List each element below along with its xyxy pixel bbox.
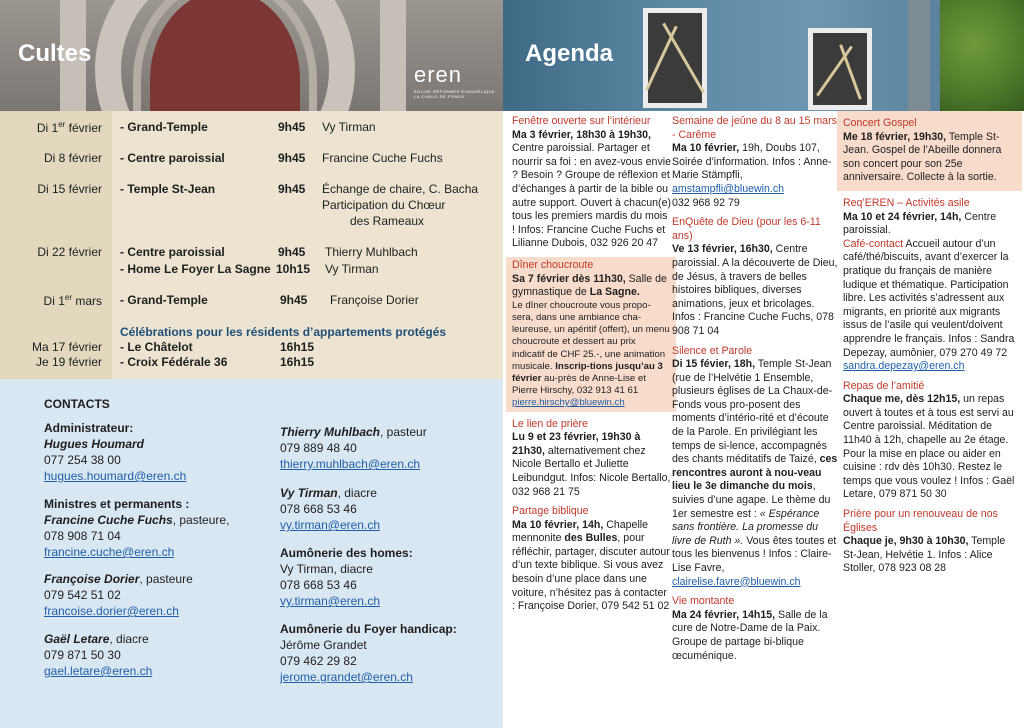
contact-phone: 077 254 38 00 bbox=[44, 453, 121, 467]
trees bbox=[940, 0, 1024, 111]
event-when: Ma 10 et 24 février, 14h, bbox=[843, 210, 962, 223]
contact-email-link[interactable]: gael.letare@eren.ch bbox=[44, 664, 153, 678]
culte-note: des Rameaux bbox=[350, 214, 425, 228]
culte-time: 9h45 bbox=[278, 245, 306, 259]
contact-phone: 079 462 29 82 bbox=[280, 654, 357, 668]
event-title: Repas de l’amitié bbox=[843, 379, 925, 392]
culte-officiant: Vy Tirman bbox=[322, 120, 376, 134]
event-title: EnQuête de Dieu (pour les 6-11 ans) bbox=[672, 216, 821, 242]
culte-date: Di 1er mars bbox=[43, 293, 102, 308]
event-title: Silence et Parole bbox=[672, 344, 753, 357]
eren-logo bbox=[414, 62, 503, 99]
event-title: Vie montante bbox=[672, 595, 735, 608]
contact-name: Francine Cuche Fuchs bbox=[44, 513, 173, 527]
contact-phone: 078 668 53 46 bbox=[280, 502, 357, 516]
event-when: Ma 10 février, 14h, bbox=[512, 518, 604, 531]
event-title: Req’EREN – Activités asile bbox=[843, 196, 970, 209]
resident-time: 16h15 bbox=[280, 340, 315, 354]
contact-label: Administrateur: bbox=[44, 421, 134, 435]
event-priere: Le lien de prière Lu 9 et 23 février, 19h30 à 21h30, alternativement chez Nicole Bertallo et Juliette Leibundgut. Infos: Nicole Bertallo, 032 968 21 75 bbox=[512, 417, 671, 498]
contact-phone: 078 668 53 46 bbox=[280, 578, 357, 592]
culte-officiant: Thierry Muhlbach bbox=[325, 245, 418, 259]
contact-email-link[interactable]: hugues.houmard@eren.ch bbox=[44, 469, 187, 483]
contact-muhlbach: Thierry Muhlbach, pasteur 079 889 48 40 thierry.muhlbach@eren.ch bbox=[280, 425, 427, 471]
contact-name: Hugues Houmard bbox=[44, 437, 145, 451]
resident-place: - Croix Fédérale 36 bbox=[120, 355, 228, 369]
contact-label: Ministres et permanents : bbox=[44, 497, 190, 511]
event-body: Le dîner choucroute vous propo-sera, dans une ambiance cha-leureuse, un apéritif (offert), un menu choucroute et dessert au prix indicatif de CHF 25.-, une animation musicale. Inscrip-tions jusqu’au 3 février au-près de Anne-Lise et Pierre Hirschy, 032 913 41 61 pierre.hirschy@bluewin.ch bbox=[512, 299, 670, 409]
contact-phone: 078 908 71 04 bbox=[44, 529, 121, 543]
logo-text: eren bbox=[414, 62, 463, 87]
contact-foyer bbox=[280, 621, 495, 685]
culte-date: Di 8 février bbox=[43, 151, 102, 165]
event-title: Le lien de prière bbox=[512, 417, 588, 430]
event-email-link[interactable]: sandra.depezay@eren.ch bbox=[843, 360, 965, 373]
contact-name: Jérôme Grandet bbox=[280, 638, 367, 652]
church-door bbox=[150, 0, 300, 111]
event-montante: Vie montante Ma 24 février, 14h15, Salle de la cure de Notre-Dame de la Paix. Groupe de partage bi-blique œcuménique. bbox=[672, 595, 838, 663]
sign-post bbox=[908, 0, 930, 111]
culte-time: 9h45 bbox=[278, 120, 306, 134]
resident-time: 16h15 bbox=[280, 355, 315, 369]
culte-place: - Grand-Temple bbox=[120, 120, 208, 134]
resident-place: - Le Châtelot bbox=[120, 340, 193, 354]
culte-time: 10h15 bbox=[276, 262, 311, 276]
cultes-header-photo bbox=[0, 0, 503, 111]
event-partage: Partage biblique Ma 10 février, 14h, Chapelle mennonite des Bulles, pour réfléchir, partager, discuter autour d’un texte biblique. Si vous avez besoin d’une place dans une voiture, n’hésitez pas à contacter : Françoise Dorier, 079 542 51 02 bbox=[512, 505, 672, 614]
event-title: Concert Gospel bbox=[843, 117, 917, 129]
event-when: Ma 24 février, 14h15, bbox=[672, 608, 776, 621]
contact-phone: 079 871 50 30 bbox=[44, 648, 121, 662]
event-when: Chaque je, 9h30 à 10h30, bbox=[843, 535, 969, 548]
contact-email-link[interactable]: jerome.grandet@eren.ch bbox=[280, 670, 413, 684]
event-fenetre bbox=[512, 115, 672, 251]
stained-window bbox=[808, 28, 872, 110]
event-when: Ve 13 février, 16h30, bbox=[672, 243, 773, 256]
event-email-link[interactable]: amstampfli@bluewin.ch bbox=[672, 182, 785, 195]
contact-letare: Gaël Letare, diacre 079 871 50 30 gael.letare@eren.ch bbox=[44, 632, 153, 678]
stained-window bbox=[643, 8, 707, 108]
event-when: Me 18 février, 19h30, bbox=[843, 130, 947, 143]
event-title: Fenêtre ouverte sur l’intérieur bbox=[512, 115, 651, 127]
contact-ministres: Ministres et permanents : Francine Cuche Fuchs, pasteure, 078 908 71 04 francine.cuche@eren.ch bbox=[44, 497, 230, 559]
event-email-link[interactable]: clairelise.favre@bluewin.ch bbox=[672, 575, 801, 588]
event-when: Chaque me, dès 12h15, bbox=[843, 393, 961, 406]
event-jeune: Semaine de jeûne du 8 au 15 mars - Carême Ma 10 février, 19h, Doubs 107, Soirée d’information. Infos : Anne-Marie Stämpfli, amstampfli@bluewin.ch 032 968 92 79 bbox=[672, 115, 837, 209]
contact-label: Aumônerie du Foyer handicap: bbox=[280, 622, 457, 636]
culte-time: 9h45 bbox=[280, 293, 308, 307]
event-gospel: Concert Gospel Me 18 février, 19h30, Temple St-Jean. Gospel de l’Abeille donnera son concert pour son 25e anniversaire. Collecte à la sortie. bbox=[837, 111, 1022, 191]
event-title: Prière pour un renouveau de nos Églises bbox=[843, 508, 998, 534]
event-when: Ma 3 février, 18h30 à 19h30, bbox=[512, 128, 651, 141]
event-amitie: Repas de l’amitié Chaque me, dès 12h15, un repas ouvert à toutes et à tous est servi au Centre paroissial. Méditation de 11h40 à 12h, chapelle au 2e étage. Pour la mise en place ou aider en cuisine : rdv dès 10h30. Restez le temps que vous voulez ! Infos : Gaël Letare, 079 871 50 30 bbox=[843, 380, 1018, 502]
culte-place: - Home Le Foyer La Sagne bbox=[120, 262, 271, 276]
culte-date: Di 15 février bbox=[37, 182, 102, 196]
contact-phone: 079 889 48 40 bbox=[280, 441, 357, 455]
culte-officiant: Françoise Dorier bbox=[330, 293, 419, 307]
culte-time: 9h45 bbox=[278, 151, 306, 165]
event-choucroute: Dîner choucroute Sa 7 février dès 11h30, Salle de gymnastique de La Sagne. Le dîner choucroute vous propo-sera, dans une ambiance cha-leureuse, un apéritif (offert), un menu choucroute et dessert au prix indicatif de CHF 25.-, une animation musicale. Inscrip-tions jusqu’au 3 février au-près de Anne-Lise et Pierre Hirschy, 032 913 41 61 pierre.hirschy@bluewin.ch bbox=[506, 257, 676, 412]
cultes-title: Cultes bbox=[18, 40, 92, 67]
contact-email-link[interactable]: vy.tirman@eren.ch bbox=[280, 594, 380, 608]
culte-place: - Centre paroissial bbox=[120, 245, 225, 259]
contact-phone: 079 542 51 02 bbox=[44, 588, 121, 602]
agenda-column-1 bbox=[512, 111, 672, 620]
culte-place: - Grand-Temple bbox=[120, 293, 208, 307]
contact-email-link[interactable]: thierry.muhlbach@eren.ch bbox=[280, 457, 421, 471]
contact-email-link[interactable]: francoise.dorier@eren.ch bbox=[44, 604, 179, 618]
event-phone: 032 968 92 79 bbox=[672, 196, 740, 209]
event-asile: Req’EREN – Activités asile Ma 10 et 24 février, 14h, Centre paroissial. Café-contact Accueil autour d’un café/thé/biscuits, avant d’exercer la pratique du français de manière ludique et thématique. Participation libre. Les activités s’adressent aux migrants, en priorité aux migrants issus de l’asile qui veulent/doivent apprendre le français. Infos : Sandra Depezay, aumônier, 079 270 49 72 sandra.depezay@eren.ch bbox=[843, 197, 1018, 374]
residents-title: Célébrations pour les résidents d’appartements protégés bbox=[120, 325, 447, 339]
contact-name: Thierry Muhlbach bbox=[280, 425, 381, 439]
event-priere-eglises: Prière pour un renouveau de nos Églises Chaque je, 9h30 à 10h30, Temple St-Jean, Helvétie 1. Infos : Alice Stoller, 078 923 08 28 bbox=[843, 508, 1018, 576]
agenda-column-2 bbox=[672, 111, 838, 669]
culte-date: Di 1er février bbox=[36, 120, 102, 135]
resident-date: Ma 17 février bbox=[31, 340, 102, 354]
event-when: Lu 9 et 23 février, 19h30 à 21h30, bbox=[512, 431, 641, 457]
culte-officiant: Francine Cuche Fuchs bbox=[322, 151, 443, 165]
culte-date: Di 22 février bbox=[37, 245, 102, 259]
event-email-link[interactable]: pierre.hirschy@bluewin.ch bbox=[512, 397, 625, 409]
event-title: Semaine de jeûne du 8 au 15 mars - Carême bbox=[672, 115, 837, 141]
event-silence: Silence et Parole Di 15 févier, 18h, Temple St-Jean (rue de l’Helvétie 1 Ensemble, plusieurs églises de La Chaux-de-Fonds vous pro-posent des moments d’intério-rité et d’écoute de la Parole. En privilégiant les temps de si-lence, accompagnés des chants méditatifs de Taizé, ces rencontres auront à nou-veau lieu le 3e dimanche du mois, suivies d’une agape. Le thème du 1er semestre est : « Espérance sans frontière. La promesse du livre de Ruth ». Vous êtes toutes et tous les bienvenus ! Infos : Claire-Lise Favre, clairelise.favre@bluewin.ch bbox=[672, 344, 838, 588]
contact-email-link[interactable]: vy.tirman@eren.ch bbox=[280, 518, 380, 532]
contact-name: Gaël Letare bbox=[44, 632, 110, 646]
contact-dorier: Françoise Dorier, pasteure 079 542 51 02 francoise.dorier@eren.ch bbox=[44, 572, 193, 618]
event-title: Partage biblique bbox=[512, 505, 589, 518]
resident-date: Je 19 février bbox=[35, 355, 102, 369]
logo-subtitle: ÉGLISE RÉFORMÉE ÉVANGÉLIQUE · LA CHAUX-DE-FONDS bbox=[414, 89, 499, 99]
church-pillar bbox=[380, 0, 406, 111]
culte-place: - Temple St-Jean bbox=[120, 182, 216, 196]
event-title: Dîner choucroute bbox=[512, 258, 594, 271]
event-when: Ma 10 février, bbox=[672, 142, 740, 155]
agenda-column-3 bbox=[843, 111, 1018, 582]
event-when: Di 15 févier, 18h, bbox=[672, 358, 756, 371]
contacts-title: CONTACTS bbox=[44, 397, 110, 411]
event-when: Sa 7 février dès 11h30, bbox=[512, 272, 626, 285]
culte-officiant: Vy Tirman bbox=[325, 262, 379, 276]
culte-place: - Centre paroissial bbox=[120, 151, 225, 165]
contact-name: Françoise Dorier bbox=[44, 572, 140, 586]
culte-time: 9h45 bbox=[278, 182, 306, 196]
contact-name: Vy Tirman bbox=[280, 486, 338, 500]
agenda-header-photo bbox=[503, 0, 1024, 111]
event-enquete: EnQuête de Dieu (pour les 6-11 ans) Ve 13 février, 16h30, Centre paroissial. A la découverte de Dieu, de Jésus, à travers de belles histoires bibliques, diverses animations, jeux et bricolages. Infos : Francine Cuche Fuchs, 078 908 71 04 bbox=[672, 216, 838, 337]
culte-note: Participation du Chœur bbox=[322, 198, 446, 212]
contact-homes bbox=[280, 545, 495, 609]
contact-label: Aumônerie des homes: bbox=[280, 546, 413, 560]
contact-admin bbox=[44, 420, 264, 484]
culte-officiant: Échange de chaire, C. Bacha bbox=[322, 182, 479, 196]
contact-tirman: Vy Tirman, diacre 078 668 53 46 vy.tirman@eren.ch bbox=[280, 486, 380, 532]
agenda-title: Agenda bbox=[525, 40, 614, 67]
contact-name: Vy Tirman, diacre bbox=[280, 562, 373, 576]
contact-email-link[interactable]: francine.cuche@eren.ch bbox=[44, 545, 175, 559]
event-body: Centre paroissial. Partager et nourrir sa foi : en avez-vous envie ? Besoin ? Groupe de réflexion et d’échanges à partir de la bible ou autre support. Ouvert à chacun(e) tous les premiers mardis du mois ! Infos: Francine Cuche Fuchs et Lilianne Dubois, 032 926 20 47 bbox=[512, 142, 671, 250]
